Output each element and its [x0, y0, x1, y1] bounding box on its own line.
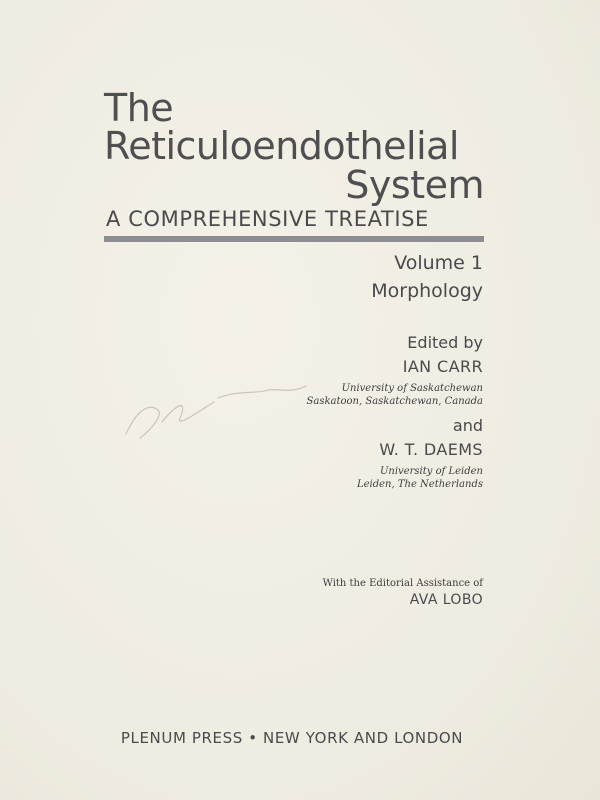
editor-1-affiliation-line-1: University of Saskatchewan	[341, 383, 483, 394]
editorial-assistance-label: With the Editorial Assistance of	[322, 578, 483, 589]
editor-2-affiliation-line-1: University of Leiden	[379, 466, 483, 477]
book-title-line-1: The	[104, 86, 174, 130]
edited-by-label: Edited by	[407, 333, 483, 352]
editor-name-2: W. T. DAEMS	[379, 440, 483, 459]
volume-number: Volume 1	[394, 252, 483, 274]
pencil-signature-mark	[118, 372, 318, 452]
editor-2-affiliation-line-2: Leiden, The Netherlands	[356, 479, 483, 490]
volume-subject: Morphology	[371, 280, 483, 302]
book-title-line-2: Reticuloendothelial	[104, 124, 459, 168]
title-rule-divider	[104, 236, 484, 242]
and-conjunction: and	[452, 416, 483, 435]
editor-1-affiliation-line-2: Saskatoon, Saskatchewan, Canada	[306, 396, 483, 407]
editorial-assistant-name: AVA LOBO	[409, 592, 483, 608]
book-title-line-3: System	[345, 163, 484, 207]
book-subtitle: A COMPREHENSIVE TREATISE	[106, 207, 429, 231]
publisher-imprint: PLENUM PRESS • NEW YORK AND LONDON	[120, 729, 464, 747]
editor-name-1: IAN CARR	[402, 357, 483, 376]
